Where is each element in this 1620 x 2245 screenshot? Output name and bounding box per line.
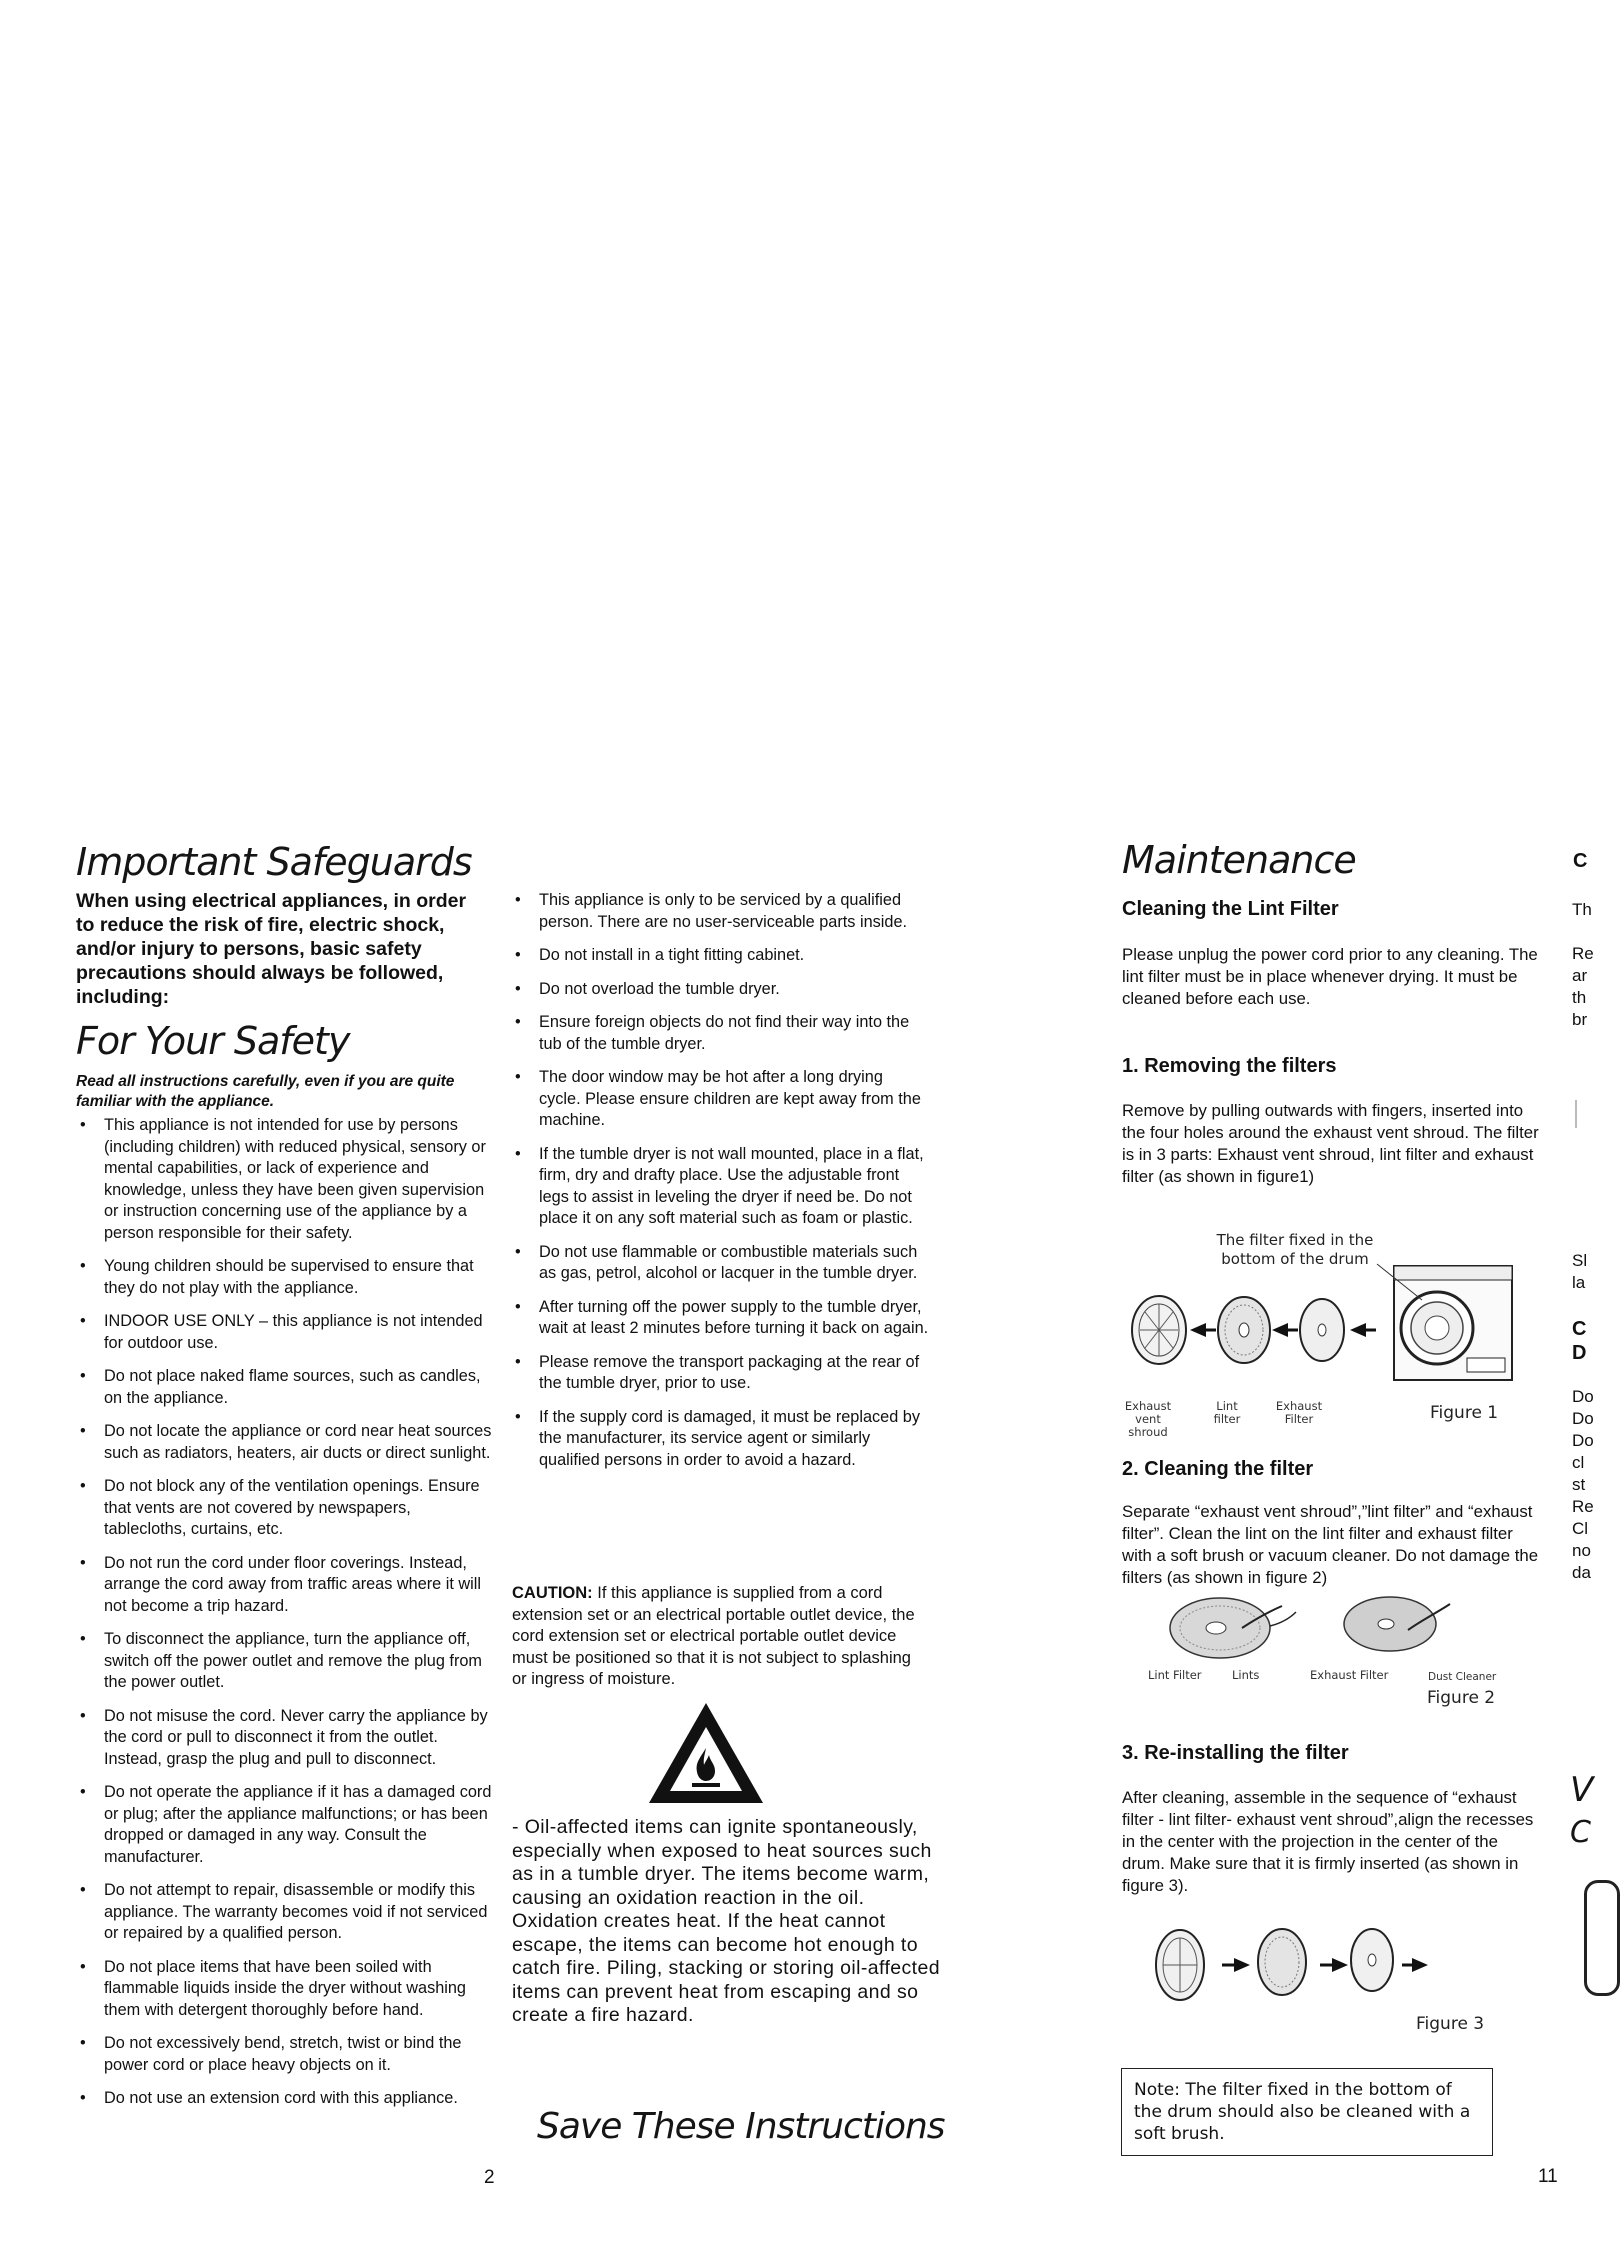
safety-list-item: • After turning off the power supply to the tumble dryer, wait at least 2 minutes before turning it back on again. <box>511 1297 929 1340</box>
step1-text: Remove by pulling outwards with fingers, inserted into the four holes around the exhaust vent shroud. The filter is in 3 parts: Exhaust vent shroud, lint filter and exhaust filter (as shown in figure1) <box>1122 1101 1539 1186</box>
edge-fragment: br <box>1572 1010 1588 1029</box>
fig2-label-exhaust-filter: Exhaust Filter <box>1310 1668 1389 1682</box>
step2-text: Separate “exhaust vent shroud”,”lint filter” and “exhaust filter”. Clean the lint on the lint filter and exhaust filter with a soft brush or vacuum cleaner. Do not damage the filters (as shown in figure 2) <box>1122 1502 1539 1587</box>
step2-heading: 2. Cleaning the filter <box>1122 1458 1314 1480</box>
footer-title: Save These Instructions <box>537 2106 945 2147</box>
safety-list-column-1 <box>76 1115 492 2122</box>
figure-3-illustration <box>1150 1920 1450 2010</box>
fig2-label-dust-cleaner: Dust Cleaner <box>1428 1671 1497 1683</box>
fire-warning-icon <box>646 1700 766 1806</box>
safety-list-item: • Do not run the cord under floor coverings. Instead, arrange the cord away from traffic areas where it will not become a trip hazard. <box>76 1553 492 1618</box>
edge-fragment: cl <box>1572 1453 1585 1472</box>
edge-fragment: Sl <box>1572 1251 1588 1270</box>
lint-filter-heading: Cleaning the Lint Filter <box>1122 898 1339 920</box>
figure-1-illustration <box>1122 1260 1522 1400</box>
page-number-left: 2 <box>484 2167 495 2188</box>
edge-fragment: Do <box>1572 1431 1594 1450</box>
step1-heading: 1. Removing the filters <box>1122 1055 1337 1077</box>
maintenance-title: Maintenance <box>1122 838 1356 882</box>
fig2-label-lint-filter: Lint Filter <box>1148 1668 1202 1682</box>
safety-list-item: • Do not use flammable or combustible materials such as gas, petrol, alcohol or lacquer in the tumble dryer. <box>511 1242 929 1285</box>
safety-list-item: • Do not place items that have been soiled with flammable liquids inside the dryer without washing them with detergent thoroughly before hand. <box>76 1957 492 2022</box>
safety-list-item: • Young children should be supervised to ensure that they do not play with the appliance. <box>76 1256 492 1299</box>
step3-text: After cleaning, assemble in the sequence of “exhaust filter - lint filter- exhaust vent shroud”,align the recesses in the center with the projection in the center of the drum. Make sure that it is firmly inserted (as shown in figure 3). <box>1122 1788 1534 1895</box>
edge-fragment: no <box>1572 1541 1591 1560</box>
edge-fragment: Cl <box>1572 1519 1589 1538</box>
safety-list-item: • Do not locate the appliance or cord near heat sources such as radiators, heaters, air ducts or direct sunlight. <box>76 1421 492 1464</box>
safety-list-item: • Do not block any of the ventilation openings. Ensure that vents are not covered by newspapers, tablecloths, curtains, etc. <box>76 1476 492 1541</box>
fig1-label-exhaust-filter: Exhaust Filter <box>1275 1399 1323 1426</box>
page-number-right: 11 <box>1538 2166 1558 2187</box>
edge-fragment: Re <box>1572 944 1594 963</box>
safety-list-column-2 <box>511 890 929 1483</box>
safety-list-item: • To disconnect the appliance, turn the appliance off, switch off the power outlet and remove the plug from the power outlet. <box>76 1629 492 1694</box>
figure-2-illustration <box>1150 1590 1530 1670</box>
fig2-label-lints: Lints <box>1232 1668 1260 1682</box>
edge-fragment: th <box>1572 988 1587 1007</box>
safety-list-item: • If the tumble dryer is not wall mounted, place in a flat, firm, dry and drafty place. Use the adjustable front legs to assist in leveling the dryer if need be. Do not place it on any soft material such as foam or plastic. <box>511 1144 929 1230</box>
safety-list-item: • Do not use an extension cord with this appliance. <box>76 2088 492 2110</box>
section-subtitle: For Your Safety <box>76 1019 350 1063</box>
safety-list-item: • Do not excessively bend, stretch, twist or bind the power cord or place heavy objects on it. <box>76 2033 492 2076</box>
intro-text: When using electrical appliances, in order to reduce the risk of fire, electric shock, and/or injury to persons, basic safety precautions should always be followed, including: <box>76 890 467 1008</box>
figure-3-caption: Figure 3 <box>1416 2014 1485 2034</box>
edge-fragment: C <box>1570 1815 1590 1850</box>
safety-list-item: • If the supply cord is damaged, it must be replaced by the manufacturer, its service agent or similarly qualified persons in order to avoid a hazard. <box>511 1407 929 1472</box>
figure-1-caption: Figure 1 <box>1430 1403 1499 1423</box>
safety-list-item: • Do not place naked flame sources, such as candles, on the appliance. <box>76 1366 492 1409</box>
safety-list-item: • This appliance is only to be serviced by a qualified person. There are no user-serviceable parts inside. <box>511 890 929 933</box>
safety-list-item: • This appliance is not intended for use by persons (including children) with reduced physical, sensory or mental capabilities, or lack of experience and knowledge, unless they have been given supervision or instruction concerning use of the appliance by a person responsible for their safety. <box>76 1115 492 1244</box>
edge-fragment: la <box>1572 1273 1586 1292</box>
edge-fragment: Th <box>1572 900 1592 919</box>
edge-fragment: V <box>1570 1770 1593 1810</box>
safety-list-item: • Please remove the transport packaging at the rear of the tumble dryer, prior to use. <box>511 1352 929 1395</box>
edge-fragment: Do <box>1572 1387 1594 1406</box>
lead-text: Read all instructions carefully, even if you are quite familiar with the appliance. <box>76 1073 455 1110</box>
edge-illustration <box>1584 1880 1620 1996</box>
safety-list-item: • The door window may be hot after a long drying cycle. Please ensure children are kept away from the machine. <box>511 1067 929 1132</box>
edge-fragment: ar <box>1572 966 1588 985</box>
edge-illustration <box>1575 1100 1589 1128</box>
caution-text: If this appliance is supplied from a cord extension set or an electrical portable outlet device, the cord extension set or electrical portable outlet device must be positioned so that it is not subject to splashing or ingress of moisture. <box>512 1584 915 1688</box>
safety-list-item: • Ensure foreign objects do not find their way into the tub of the tumble dryer. <box>511 1012 929 1055</box>
caution-label: CAUTION: <box>512 1584 593 1602</box>
safety-list-item: • Do not operate the appliance if it has a damaged cord or plug; after the appliance malfunctions; or has been dropped or damaged in any way. Consult the manufacturer. <box>76 1782 492 1868</box>
fig1-label-lint-filter: Lint filter <box>1213 1399 1241 1426</box>
note-box: Note: The filter fixed in the bottom of the drum should also be cleaned with a soft brush. <box>1121 2068 1493 2156</box>
edge-fragment: C <box>1572 1318 1587 1340</box>
figure-2-caption: Figure 2 <box>1427 1688 1496 1708</box>
section-title: Important Safeguards <box>76 840 472 884</box>
fig1-callout: The filter fixed in the bottom of the drum <box>1216 1231 1374 1268</box>
lint-filter-intro: Please unplug the power cord prior to any cleaning. The lint filter must be in place whenever drying. It must be cleaned before each use. <box>1122 945 1538 1008</box>
safety-list-item: • Do not attempt to repair, disassemble or modify this appliance. The warranty becomes void if not serviced or repaired by a qualified person. <box>76 1880 492 1945</box>
edge-fragment: Re <box>1572 1497 1594 1516</box>
edge-fragment: D <box>1572 1342 1587 1364</box>
edge-fragment: st <box>1572 1475 1586 1494</box>
caution-paragraph <box>512 1583 927 1691</box>
fig1-label-vent-shroud: Exhaust vent shroud <box>1124 1399 1172 1439</box>
edge-fragment: C <box>1573 850 1588 872</box>
edge-fragment: da <box>1572 1563 1591 1582</box>
edge-fragment: Do <box>1572 1409 1594 1428</box>
oil-warning-text: - Oil-affected items can ignite spontaneously, especially when exposed to heat sources such as in a tumble dryer. The items become warm, causing an oxidation reaction in the oil. Oxidation creates heat. If the heat cannot escape, the items can become hot enough to catch fire. Piling, stacking or storing oil-affected items can prevent heat from escaping and so create a fire hazard. <box>512 1816 940 2026</box>
safety-list-item: • INDOOR USE ONLY – this appliance is not intended for outdoor use. <box>76 1311 492 1354</box>
step3-heading: 3. Re-installing the filter <box>1122 1742 1349 1764</box>
safety-list-item: • Do not overload the tumble dryer. <box>511 979 929 1001</box>
safety-list-item: • Do not install in a tight fitting cabinet. <box>511 945 929 967</box>
safety-list-item: • Do not misuse the cord. Never carry the appliance by the cord or pull to disconnect it from the outlet. Instead, grasp the plug and pull to disconnect. <box>76 1706 492 1771</box>
